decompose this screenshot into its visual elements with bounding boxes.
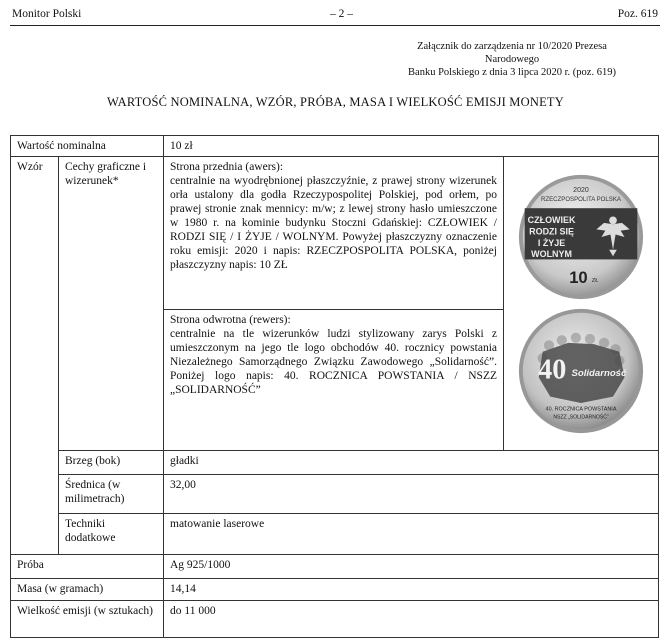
mintage-label: Wielkość emisji (w sztukach)	[11, 601, 164, 638]
reverse-text: centralnie na tle wizerunków ludzi stylizowany zarys Polski z umieszczonym na jego tle logo obchodów 40. rocznicy powstania Niezależnego Samorządnego Związku Zawodowego „Solidarność”. Poniżej logo napis: 40. ROCZNICA POWSTANIA / NSZZ „SOLIDARNOŚĆ”	[170, 328, 497, 396]
table-row	[11, 475, 659, 514]
mass-value: 14,14	[164, 579, 659, 601]
table-row	[11, 157, 659, 310]
table-row	[11, 579, 659, 601]
solidarnosc-logo: Solidarność	[571, 367, 627, 379]
coin-number: 40	[538, 354, 567, 386]
coin-spec-table	[10, 135, 659, 638]
diameter-value: 32,00	[164, 475, 659, 514]
page-number: – 2 –	[330, 8, 353, 20]
header-rule	[10, 25, 660, 26]
coin-images	[504, 157, 659, 451]
edge-label: Brzeg (bok)	[59, 451, 164, 475]
wzor-label: Wzór	[11, 157, 59, 555]
annex-line-2: Banku Polskiego z dnia 3 lipca 2020 r. (poz. 619)	[408, 67, 616, 78]
table-row	[11, 601, 659, 638]
technique-value: matowanie laserowe	[164, 514, 659, 555]
page-header	[12, 8, 658, 24]
coin-reverse-line-1: 40. ROCZNICA POWSTANIA	[545, 406, 617, 413]
annex-note	[392, 40, 632, 79]
features-label: Cechy graficzne i wizerunek*	[59, 157, 164, 451]
coin-legend: RZECZPOSPOLITA POLSKA	[541, 195, 621, 203]
table-row	[11, 451, 659, 475]
annex-line-1: Załącznik do zarządzenia nr 10/2020 Prezesa Narodowego	[417, 41, 607, 65]
coin-slogan-1: CZŁOWIEK	[527, 214, 576, 225]
coin-year: 2020	[573, 186, 589, 194]
obverse-text: centralnie na wyodrębnionej płaszczyźnie, z prawej strony wizerunek orła ustalony dla godła Rzeczypospolitej Polskiej, pod orłem, po prawej stronie znak mennicy: m/w; z lewej strony hasło umieszczone w 1980 r. na kominie budynku Stoczni Gdańskiej: CZŁOWIEK / RODZI SIĘ / I ŻYJE / WOLNYM. Powyżej płaszczyzny oznaczenie roku emisji: 2020 i napis: RZECZPOSPOLITA POLSKA, poniżej płaszczyzny napis: 10 ZŁ	[170, 175, 497, 271]
edge-value: gładki	[164, 451, 659, 475]
coin-reverse-line-2: NSZZ „SOLIDARNOŚĆ”	[553, 413, 609, 420]
mass-label: Masa (w gramach)	[11, 579, 164, 601]
journal-name: Monitor Polski	[12, 8, 82, 20]
table-row	[11, 514, 659, 555]
fineness-value: Ag 925/1000	[164, 555, 659, 579]
fineness-label: Próba	[11, 555, 164, 579]
reverse-description	[164, 310, 504, 451]
diameter-label: Średnica (w milimetrach)	[59, 475, 164, 514]
coin-reverse-image	[517, 307, 645, 435]
technique-label: Techniki dodatkowe	[59, 514, 164, 555]
nominal-label: Wartość nominalna	[11, 136, 164, 157]
coin-value: 10	[569, 267, 588, 287]
obverse-description	[164, 157, 504, 310]
table-row	[11, 136, 659, 157]
reverse-title: Strona odwrotna (rewers):	[170, 314, 291, 326]
document-title: WARTOŚĆ NOMINALNA, WZÓR, PRÓBA, MASA I WIELKOŚĆ EMISJI MONETY	[107, 95, 564, 109]
coin-slogan-4: WOLNYM	[531, 248, 572, 259]
coin-obverse-image	[517, 173, 645, 301]
position-number: Poz. 619	[617, 8, 658, 20]
mintage-value: do 11 000	[164, 601, 659, 638]
nominal-value: 10 zł	[164, 136, 659, 157]
obverse-title: Strona przednia (awers):	[170, 161, 284, 173]
table-row	[11, 555, 659, 579]
coin-unit: ZŁ	[591, 277, 599, 284]
coin-slogan-3: I ŻYJE	[537, 237, 566, 248]
coin-slogan-2: RODZI SIĘ	[529, 225, 574, 236]
